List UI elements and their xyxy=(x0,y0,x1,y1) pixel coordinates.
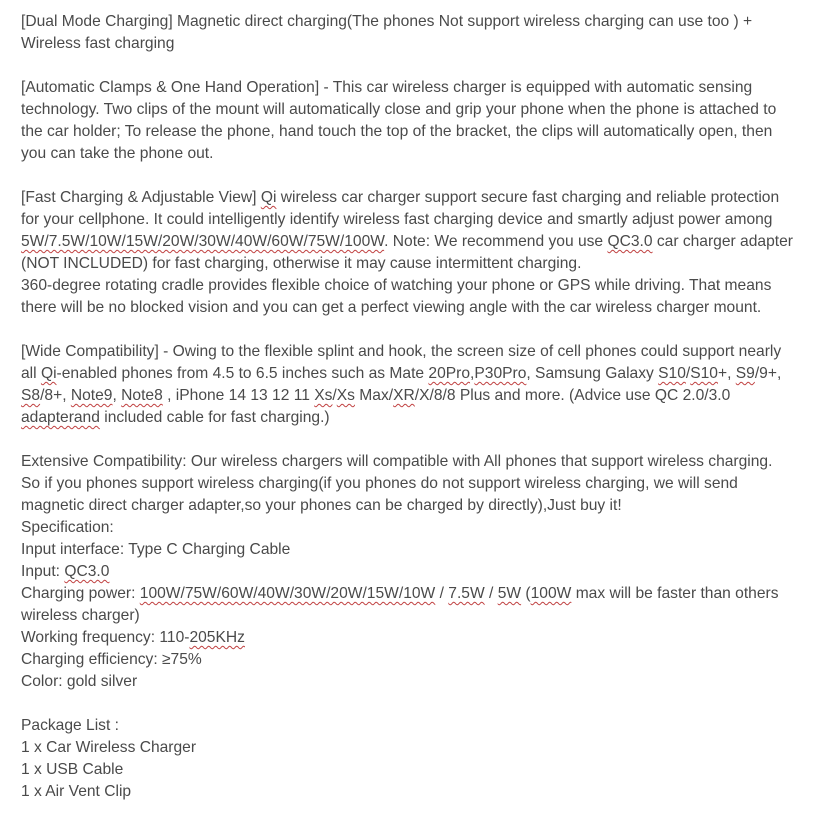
text-segment: 1 x Air Vent Clip xyxy=(21,783,132,800)
spellcheck-word: S10 xyxy=(690,365,718,382)
paragraph xyxy=(21,341,821,429)
spellcheck-word: adapterand xyxy=(21,409,100,426)
text-line xyxy=(21,759,821,781)
text-line xyxy=(21,231,821,253)
text-segment: [Dual Mode Charging] Magnetic direct charging(The phones Not support wireless charging can use too ) + xyxy=(21,13,753,30)
spellcheck-word: 100W/75W/60W/40W/30W/20W/15W/10W xyxy=(139,585,436,602)
text-segment: 360-degree rotating cradle provides flexible choice of watching your phone or GPS while driving. That means xyxy=(21,277,772,294)
text-segment: /8+, xyxy=(40,387,71,404)
text-line xyxy=(21,33,821,55)
text-segment: Specification: xyxy=(21,519,114,536)
spellcheck-word: XR xyxy=(393,387,415,404)
spellcheck-word: Qi xyxy=(40,365,57,382)
spellcheck-word: 5W xyxy=(497,585,522,602)
paragraph xyxy=(21,77,821,165)
spellcheck-word: 5W/7.5W/10W/15W/20W/30W/40W/60W/75W/100W xyxy=(21,233,385,250)
text-line xyxy=(21,737,821,759)
text-line xyxy=(21,627,821,649)
text-line xyxy=(21,253,821,275)
text-line xyxy=(21,473,821,495)
paragraph xyxy=(21,11,821,55)
text-line xyxy=(21,363,821,385)
spellcheck-word: Xs xyxy=(336,387,355,404)
spellcheck-word: 205KHz xyxy=(189,629,245,646)
text-segment: Charging efficiency: ≥75% xyxy=(21,651,202,668)
text-line xyxy=(21,275,821,297)
text-segment: Package List : xyxy=(21,717,119,734)
text-segment: Wireless fast charging xyxy=(21,35,175,52)
text-segment: included cable for fast charging.) xyxy=(99,409,330,426)
text-segment: / xyxy=(332,387,337,404)
text-segment: the car holder; To release the phone, hand touch the top of the bracket, the clips will automatically open, then xyxy=(21,123,773,140)
spellcheck-word: S10 xyxy=(658,365,686,382)
spellcheck-word: Note9 xyxy=(70,387,113,404)
text-line xyxy=(21,11,821,33)
text-line xyxy=(21,715,821,737)
text-line xyxy=(21,451,821,473)
text-segment: wireless car charger support secure fast charging and reliable protection xyxy=(276,189,780,206)
text-segment: / xyxy=(435,585,449,602)
text-line xyxy=(21,561,821,583)
text-segment: Max/ xyxy=(354,387,394,404)
spellcheck-word: 7.5W xyxy=(448,585,485,602)
text-segment: So if you phones support wireless charging(if you phones do not support wireless charging, we will send xyxy=(21,475,738,492)
text-segment: . Note: We recommend you use xyxy=(384,233,608,250)
text-segment: 1 x USB Cable xyxy=(21,761,124,778)
spellcheck-word: 20Pro xyxy=(428,365,471,382)
text-segment: , Samsung Galaxy xyxy=(526,365,659,382)
text-segment: /9+, xyxy=(754,365,782,382)
spellcheck-word: QC3.0 xyxy=(607,233,653,250)
text-segment: you can take the phone out. xyxy=(21,145,214,162)
text-segment: , xyxy=(470,365,475,382)
text-line xyxy=(21,539,821,561)
text-line xyxy=(21,385,821,407)
text-segment: Color: gold silver xyxy=(21,673,138,690)
text-segment: ( xyxy=(521,585,531,602)
spellcheck-word: QC3.0 xyxy=(64,563,110,580)
text-segment: 1 x Car Wireless Charger xyxy=(21,739,197,756)
text-segment: Extensive Compatibility: Our wireless chargers will compatible with All phones that support wireless charging. xyxy=(21,453,773,470)
text-segment: there will be no blocked vision and you can get a perfect viewing angle with the car wireless charger mount. xyxy=(21,299,762,316)
text-segment: / xyxy=(685,365,691,382)
text-line xyxy=(21,187,821,209)
text-segment: Input: xyxy=(21,563,65,580)
text-segment: wireless charger) xyxy=(21,607,140,624)
spellcheck-word: P30Pro xyxy=(474,365,527,382)
text-line xyxy=(21,605,821,627)
text-segment: Input interface: Type C Charging Cable xyxy=(21,541,291,558)
spellcheck-word: Xs xyxy=(314,387,333,404)
text-segment: / xyxy=(484,585,498,602)
text-segment: [Automatic Clamps & One Hand Operation] - This car wireless charger is equipped with automatic sensing xyxy=(21,79,753,96)
text-segment: /X/8/8 Plus and more. (Advice use QC 2.0/3.0 xyxy=(414,387,731,404)
text-segment: car charger adapter xyxy=(652,233,793,250)
text-segment: magnetic direct charger adapter,so your phones can be charged by directly),Just buy it! xyxy=(21,497,622,514)
text-segment: [Fast Charging & Adjustable View] xyxy=(21,189,261,206)
text-line xyxy=(21,407,821,429)
paragraph xyxy=(21,715,821,803)
text-line xyxy=(21,583,821,605)
text-line xyxy=(21,297,821,319)
spellcheck-word: S9 xyxy=(735,365,755,382)
text-segment: max will be faster than others xyxy=(571,585,779,602)
spellcheck-word: Note8 xyxy=(121,387,163,404)
text-segment: (NOT INCLUDED) for fast charging, otherwise it may cause intermittent charging. xyxy=(21,255,582,272)
text-line xyxy=(21,781,821,803)
text-segment: Working frequency: 110- xyxy=(21,629,190,646)
text-segment: +, xyxy=(717,365,736,382)
text-line xyxy=(21,671,821,693)
text-line xyxy=(21,649,821,671)
text-line xyxy=(21,495,821,517)
text-segment: Charging power: xyxy=(21,585,140,602)
text-segment: all xyxy=(21,365,41,382)
spellcheck-word: Qi xyxy=(260,189,277,206)
text-line xyxy=(21,209,821,231)
text-segment: technology. Two clips of the mount will automatically close and grip your phone when the phone is attached to xyxy=(21,101,777,118)
text-segment: for your cellphone. It could intelligently identify wireless fast charging device and smartly adjust power among xyxy=(21,211,773,228)
spellcheck-word: 100W xyxy=(530,585,572,602)
text-line xyxy=(21,121,821,143)
text-line xyxy=(21,99,821,121)
spellcheck-word: S8 xyxy=(21,387,41,404)
text-segment: [Wide Compatibility] - Owing to the flexible splint and hook, the screen size of cell phones could support nearly xyxy=(21,343,782,360)
text-line xyxy=(21,517,821,539)
paragraph xyxy=(21,451,821,693)
paragraph xyxy=(21,187,821,319)
text-segment: -enabled phones from 4.5 to 6.5 inches such as Mate xyxy=(56,365,429,382)
text-line xyxy=(21,341,821,363)
text-segment: , iPhone 14 13 12 11 xyxy=(162,387,315,404)
product-description xyxy=(21,11,821,825)
text-segment: , xyxy=(112,387,122,404)
text-line xyxy=(21,143,821,165)
text-line xyxy=(21,77,821,99)
